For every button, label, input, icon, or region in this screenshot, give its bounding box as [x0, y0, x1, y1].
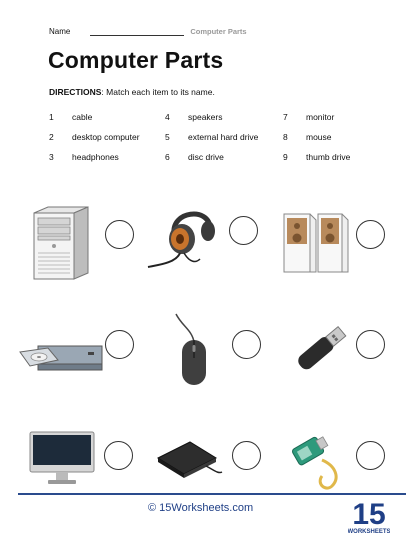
worksheets-logo — [348, 496, 390, 536]
answer-circle-5[interactable] — [232, 330, 261, 359]
word-bank — [49, 112, 379, 172]
footer-divider — [18, 493, 406, 495]
word-bank-item: 3 headphones — [49, 152, 119, 162]
cable-picture — [286, 426, 352, 495]
word-bank-item: 4 speakers — [165, 112, 223, 122]
name-row — [49, 27, 247, 36]
sheet-title: Computer Parts — [190, 27, 247, 36]
word-bank-item: 9 thumb drive — [283, 152, 351, 162]
answer-circle-2[interactable] — [229, 216, 258, 245]
word-bank-item: 7 monitor — [283, 112, 335, 122]
word-bank-item: 5 external hard drive — [165, 132, 259, 142]
answer-circle-6[interactable] — [356, 330, 385, 359]
speakers-picture — [282, 210, 352, 281]
external-hard-drive-picture — [154, 432, 226, 491]
answer-circle-1[interactable] — [105, 220, 134, 249]
disc-drive-picture — [18, 338, 106, 383]
directions-label: DIRECTIONS — [49, 87, 102, 97]
directions — [49, 87, 215, 97]
copyright-link[interactable]: © 15Worksheets.com — [148, 502, 254, 514]
word-bank-item: 6 disc drive — [165, 152, 224, 162]
answer-circle-8[interactable] — [232, 441, 261, 470]
headphones-picture — [146, 205, 230, 276]
svg-text:WORKSHEETS: WORKSHEETS — [348, 529, 390, 535]
monitor-picture — [28, 430, 98, 493]
thumb-drive-picture — [290, 316, 354, 385]
word-bank-item: 2 desktop computer — [49, 132, 140, 142]
name-field[interactable] — [90, 27, 184, 36]
word-bank-item: 1 cable — [49, 112, 93, 122]
answer-circle-7[interactable] — [104, 441, 133, 470]
answer-circle-3[interactable] — [356, 220, 385, 249]
mouse-picture — [172, 312, 216, 393]
answer-circle-9[interactable] — [356, 441, 385, 470]
name-label: Name — [49, 27, 71, 36]
word-bank-item: 8 mouse — [283, 132, 332, 142]
answer-circle-4[interactable] — [105, 330, 134, 359]
desktop-tower-picture — [30, 205, 92, 288]
svg-text:15: 15 — [352, 498, 386, 531]
page-title: Computer Parts — [48, 47, 224, 73]
directions-text: : Match each item to its name. — [101, 87, 215, 97]
